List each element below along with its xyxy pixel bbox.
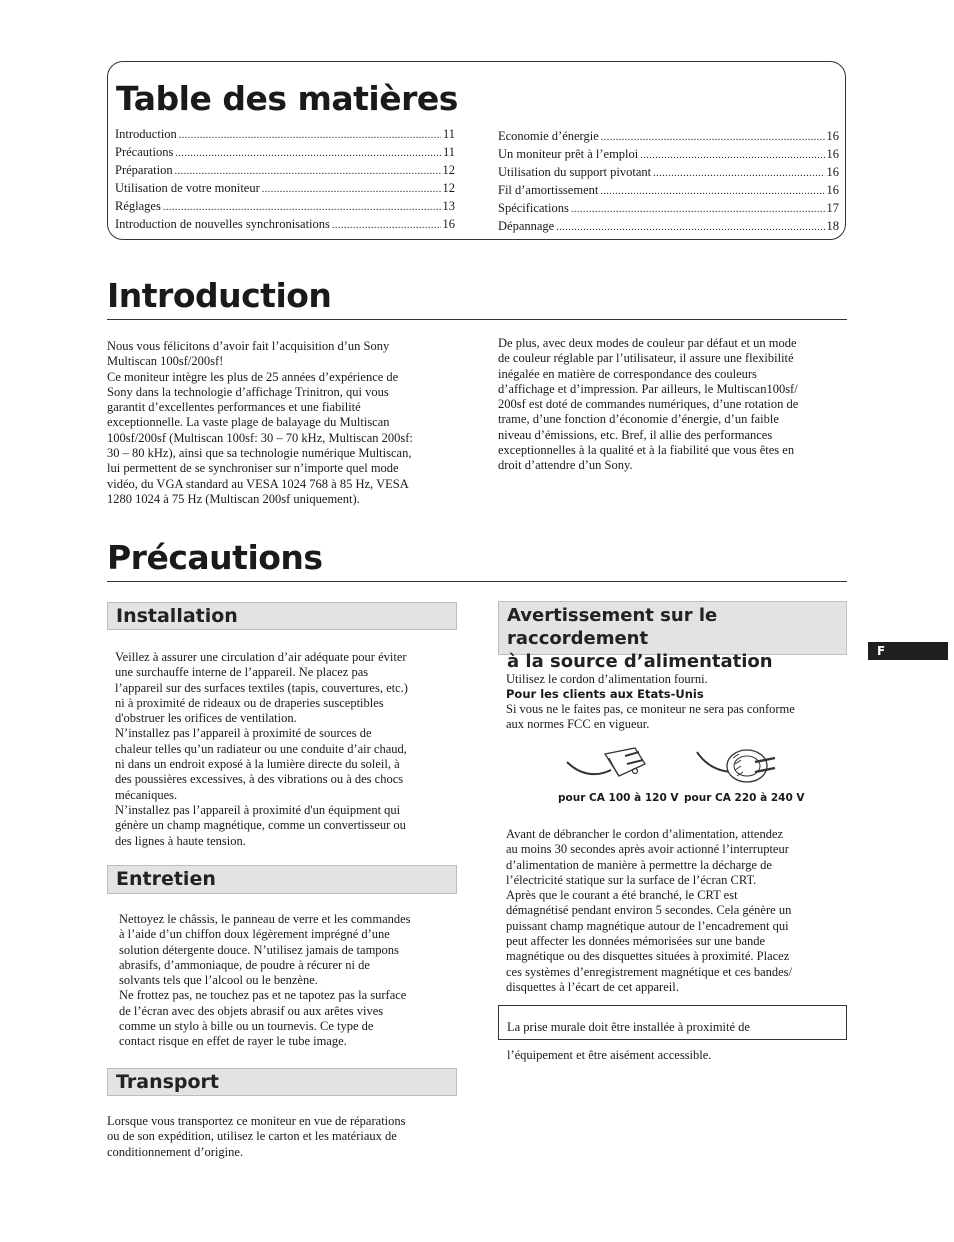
toc-entry-label: Réglages (115, 199, 161, 213)
installation-heading: Installation (107, 602, 457, 630)
text-line: d’alimentation de manière à permettre la décharge de (506, 857, 772, 872)
text-line: génère un champ magnétique, comme un convertisseur ou (115, 818, 406, 833)
toc-entry-page: 16 (826, 147, 839, 161)
text-line: magnétique ou des disquettes situées à proximité. Placez (506, 949, 790, 964)
toc-entry-label: Spécifications (498, 201, 569, 215)
text-line: contact risque en effet de rayer le tube image. (119, 1034, 347, 1049)
text-line: aux normes FCC en vigueur. (506, 717, 650, 732)
toc-left-list (115, 126, 455, 234)
us-plug-caption: pour CA 100 à 120 V (558, 792, 679, 804)
language-tab: F (868, 642, 948, 660)
toc-leader (332, 218, 441, 234)
text-line: des lignes à haute tension. (115, 833, 246, 848)
toc-title: Table des matières (116, 79, 458, 118)
toc-entry-page: 18 (826, 219, 839, 233)
text-line: trame, d’une fonction d’économie d’énergie, d’un faible (498, 412, 779, 427)
text-line: garantit d’excellentes performances et une fiabilité (107, 400, 361, 415)
toc-entry[interactable] (498, 182, 839, 200)
toc-entry[interactable] (498, 128, 839, 146)
toc-entry[interactable] (498, 200, 839, 218)
toc-entry[interactable] (115, 126, 455, 144)
toc-leader (556, 220, 824, 236)
toc-entry-label: Un moniteur prêt à l’emploi (498, 147, 639, 161)
text-line: Lorsque vous transportez ce moniteur en vue de réparations (107, 1114, 406, 1128)
introduction-left-text (107, 339, 467, 507)
text-line: des poussières excessives, à des vibrations ou à des chocs (115, 772, 404, 787)
alimentation-heading-line1: Avertissement sur le raccordement (507, 605, 718, 649)
text-line: puissant champ magnétique autour de l’encadrement qui (506, 918, 789, 933)
precautions-heading: Précautions (107, 538, 323, 577)
us-plug-icon (565, 744, 655, 786)
text-line: abrasifs, d’ammoniaque, de poudre à récurer ni de (119, 957, 370, 972)
toc-leader (640, 148, 824, 164)
toc-entry-page: 12 (442, 163, 455, 177)
toc-entry-label: Introduction (115, 127, 177, 141)
introduction-right-text (498, 336, 853, 474)
text-line: mécaniques. (115, 787, 178, 802)
toc-entry[interactable] (498, 164, 839, 182)
toc-leader (653, 166, 824, 182)
toc-entry-page: 13 (442, 199, 455, 213)
precautions-rule (107, 581, 847, 582)
toc-entry-label: Préparation (115, 163, 173, 177)
introduction-heading: Introduction (107, 276, 332, 315)
wall-outlet-notice (498, 1005, 847, 1062)
text-line: ni à proximité de rideaux ou de draperies susceptibles (115, 695, 384, 710)
transport-text (107, 1114, 462, 1160)
toc-entry[interactable] (498, 218, 839, 236)
toc-leader (571, 202, 825, 218)
toc-entry-label: Fil d’amortissement (498, 183, 599, 197)
text-line: droit d’attendre d’un Sony. (498, 458, 633, 473)
text-line: N’installez pas l’appareil à proximité d'un équipment qui (115, 802, 401, 817)
us-customers-text (506, 702, 851, 733)
text-line: démagnétisé pendant environ 5 secondes. Cela génère un (506, 903, 792, 918)
text-line: Après que le courant a été branché, le CRT est (506, 888, 738, 903)
entretien-text (119, 912, 464, 1050)
text-line: De plus, avec deux modes de couleur par défaut et un mode (498, 336, 797, 350)
text-line: La prise murale doit être installée à proximité de (507, 1019, 750, 1034)
text-line: d’affichage et d’impression. Par ailleurs, le Multiscan100sf/ (498, 381, 798, 396)
toc-entry-label: Utilisation du support pivotant (498, 165, 652, 179)
text-line: Sony dans la technologie d’affichage Trinitron, qui vous (107, 384, 389, 399)
toc-right-list (498, 128, 839, 236)
alimentation-heading (498, 601, 847, 672)
toc-entry-page: 16 (826, 165, 839, 179)
text-line: 100sf/200sf (Multiscan 100sf: 30 – 70 kHz, Multiscan 200sf: (107, 430, 413, 445)
toc-entry-label: Utilisation de votre moniteur (115, 181, 260, 195)
text-line: ou de son expédition, utilisez le carton et les matériaux de (107, 1129, 397, 1144)
text-line: 30 – 80 kHz), ainsi que sa technologie numérique Multiscan, (107, 446, 412, 461)
text-line: Nettoyez le châssis, le panneau de verre et les commandes (119, 912, 411, 926)
toc-entry-page: 11 (442, 145, 455, 159)
toc-leader (163, 200, 441, 216)
text-line: au moins 30 secondes après avoir actionné l’interrupteur (506, 842, 789, 857)
alimentation-heading-line2: à la source d’alimentation (507, 651, 773, 672)
toc-entry-label: Introduction de nouvelles synchronisations (115, 217, 330, 231)
toc-leader (601, 130, 825, 146)
text-line: ces systèmes d’enregistrement magnétique et ces bandes/ (506, 964, 793, 979)
toc-entry-page: 11 (442, 127, 455, 141)
text-line: Si vous ne le faites pas, ce moniteur ne sera pas conforme (506, 702, 795, 716)
text-line: ni dans un endroit exposé à la lumière directe du soleil, à (115, 757, 400, 772)
text-line: solvants tels que l’alcool ou le benzène. (119, 973, 318, 988)
text-line: lui permettent de se synchroniser sur n’importe quel mode (107, 461, 399, 476)
toc-entry-label: Economie d’énergie (498, 129, 599, 143)
toc-entry[interactable] (115, 144, 455, 162)
text-line: vidéo, du VGA standard au VESA 1024 768 à 85 Hz, VESA (107, 476, 409, 491)
toc-entry[interactable] (498, 146, 839, 164)
toc-entry-label: Dépannage (498, 219, 555, 233)
text-line: conditionnement d’origine. (107, 1144, 244, 1159)
text-line: inégalée en matière de correspondance des couleurs (498, 366, 757, 381)
text-line: solution détergente douce. N’utilisez jamais de tampons (119, 942, 399, 957)
text-line: Ne frottez pas, ne touchez pas et ne tapotez pas la surface (119, 988, 407, 1003)
toc-entry[interactable] (115, 162, 455, 180)
toc-entry[interactable] (115, 198, 455, 216)
toc-leader (175, 164, 441, 180)
text-line: Veillez à assurer une circulation d’air adéquate pour éviter (115, 650, 407, 664)
text-line: exceptionnelle. La vaste plage de balayage du Multiscan (107, 415, 390, 430)
text-line: Ce moniteur intègre les plus de 25 années d’expérience de (107, 369, 399, 384)
eu-plug-icon (695, 742, 780, 788)
installation-text (115, 650, 460, 849)
text-line: l’électricité statique sur la surface de l’écran CRT. (506, 872, 757, 887)
text-line: Multiscan 100sf/200sf! (107, 354, 224, 369)
toc-entry[interactable] (115, 180, 455, 198)
introduction-rule (107, 319, 847, 320)
text-line: de couleur réglable par l’utilisateur, il assure une flexibilité (498, 351, 794, 366)
text-line: l’appareil sur des surfaces textiles (tapis, couvertures, etc.) (115, 680, 408, 695)
toc-entry-label: Précautions (115, 145, 174, 159)
toc-entry-page: 12 (442, 181, 455, 195)
text-line: Nous vous félicitons d’avoir fait l’acquisition d’un Sony (107, 339, 390, 353)
text-line: disquettes à l’écart de cet appareil. (506, 979, 679, 994)
text-line: comme un stylo à bille ou un tournevis. Ce type de (119, 1019, 374, 1034)
text-line: peut affecter les données mémorisées sur une bande (506, 934, 766, 949)
text-line: d'obstruer les orifices de ventilation. (115, 711, 297, 726)
toc-entry[interactable] (115, 216, 455, 234)
transport-heading: Transport (107, 1068, 457, 1096)
text-line: 200sf est doté de commandes numériques, d’une rotation de (498, 397, 799, 412)
us-customers-heading: Pour les clients aux Etats-Unis (506, 687, 704, 701)
entretien-heading: Entretien (107, 865, 457, 894)
text-line: chaleur telles qu’un radiateur ou une conduite d’air chaud, (115, 741, 407, 756)
toc-leader (175, 146, 441, 162)
eu-plug-caption: pour CA 220 à 240 V (684, 792, 805, 804)
text-line: de l’écran avec des objets abrasif ou aux arêtes vives (119, 1003, 384, 1018)
toc-leader (600, 184, 824, 200)
alimentation-text (506, 827, 851, 995)
toc-entry-page: 17 (826, 201, 839, 215)
text-line: niveau d’émissions, etc. Bref, il allie des performances (498, 427, 773, 442)
toc-entry-page: 16 (442, 217, 455, 231)
toc-leader (262, 182, 441, 198)
toc-entry-page: 16 (826, 129, 839, 143)
text-line: 1280 1024 à 75 Hz (Multiscan 200sf uniquement). (107, 491, 360, 506)
toc-leader (179, 128, 441, 144)
text-line: à l’aide d’un chiffon doux légèrement imprégné d’une (119, 927, 390, 942)
alimentation-intro: Utilisez le cordon d’alimentation fourni. (506, 672, 708, 686)
text-line: exceptionnelles à la qualité et à la fiabilité que vous êtes en (498, 443, 795, 458)
text-line: l’équipement et être aisément accessible. (507, 1047, 712, 1062)
text-line: une surchauffe interne de l’appareil. Ne placez pas (115, 665, 369, 680)
toc-entry-page: 16 (826, 183, 839, 197)
text-line: Avant de débrancher le cordon d’alimentation, attendez (506, 827, 784, 841)
text-line: N’installez pas l’appareil à proximité de sources de (115, 726, 372, 741)
